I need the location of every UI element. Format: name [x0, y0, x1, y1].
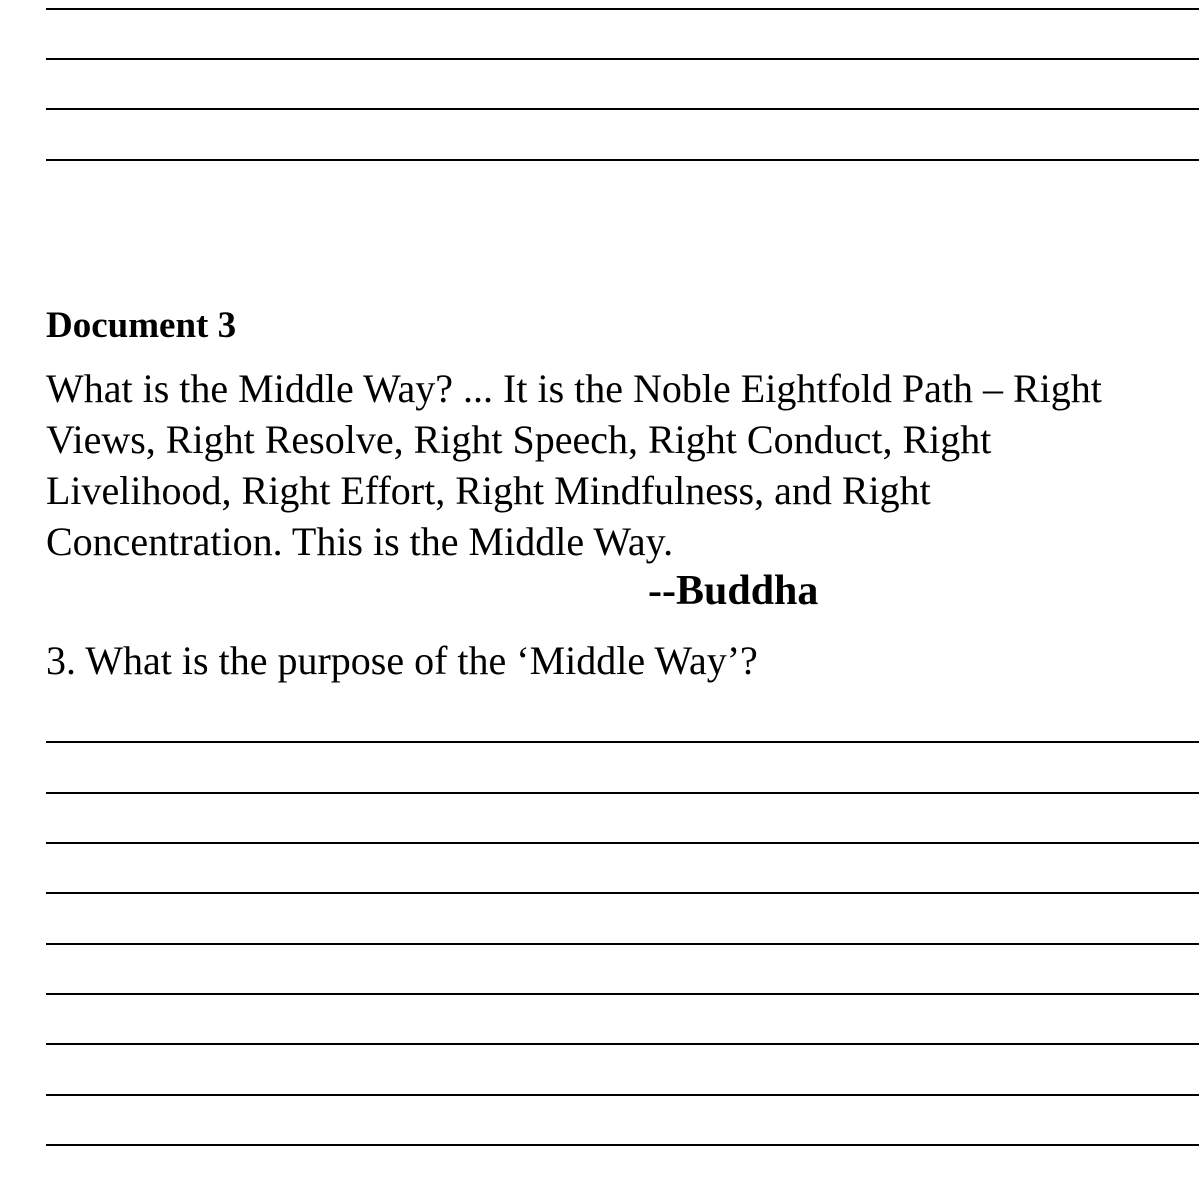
- answer-line[interactable]: [46, 8, 1199, 10]
- answer-line[interactable]: [46, 792, 1199, 794]
- passage-line: Livelihood, Right Effort, Right Mindfulness, and Right: [46, 468, 931, 513]
- question-text: 3. What is the purpose of the ‘Middle Way’?: [46, 638, 758, 683]
- document-passage: [46, 363, 1196, 567]
- attribution: --Buddha: [648, 568, 819, 614]
- answer-line[interactable]: [46, 1043, 1199, 1045]
- answer-line[interactable]: [46, 58, 1199, 60]
- answer-line[interactable]: [46, 892, 1199, 894]
- answer-line[interactable]: [46, 1144, 1199, 1146]
- document-heading: Document 3: [46, 305, 237, 346]
- passage-line: What is the Middle Way? ... It is the Noble Eightfold Path – Right: [46, 366, 1102, 411]
- passage-line: Views, Right Resolve, Right Speech, Right Conduct, Right: [46, 417, 992, 462]
- answer-line[interactable]: [46, 842, 1199, 844]
- answer-line[interactable]: [46, 943, 1199, 945]
- answer-line[interactable]: [46, 159, 1199, 161]
- answer-line[interactable]: [46, 741, 1199, 743]
- answer-line[interactable]: [46, 993, 1199, 995]
- answer-line[interactable]: [46, 108, 1199, 110]
- answer-line[interactable]: [46, 1094, 1199, 1096]
- passage-line: Concentration. This is the Middle Way.: [46, 519, 674, 564]
